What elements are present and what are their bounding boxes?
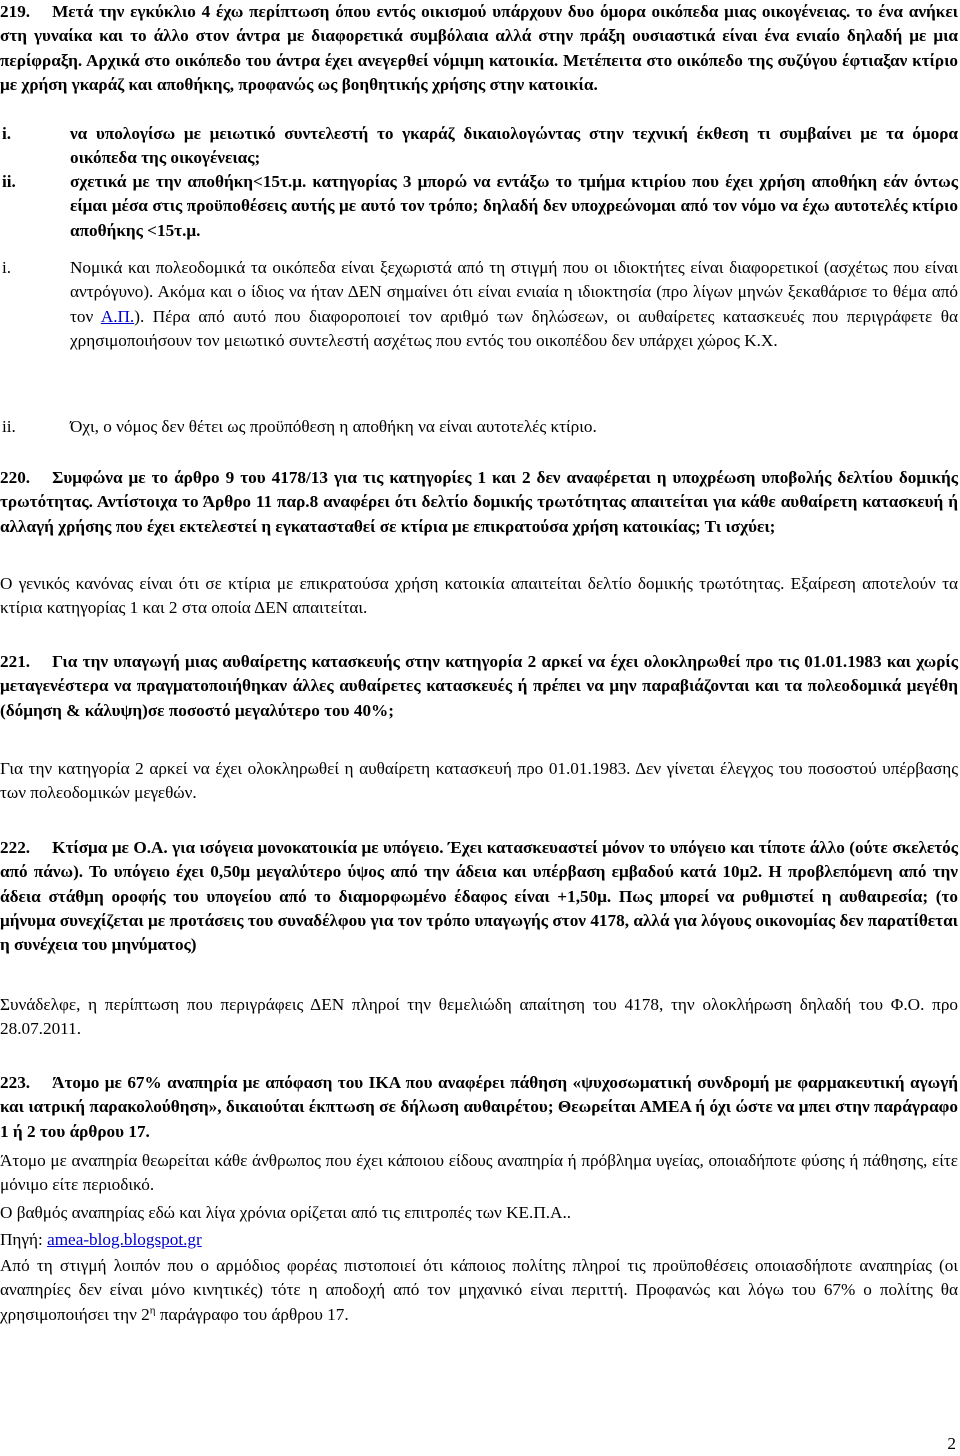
q219-answer-i-text: Νομικά και πολεοδομικά τα οικόπεδα είναι ξεχωριστά από τη στιγμή που οι ιδιοκτήτες είναι διαφορετικοί (ασχέτως που είναι αντρόγυνο). Ακόμα και ο ίδιος να ήταν ΔΕΝ σημαίνει ότι είναι ενιαία η ιδιοκτησία (προ λίγων μηνών ξεκαθάρισε το θέμα από τον Α.Π.). Πέρα από αυτό που διαφοροποιεί τον αριθμό των δηλώσεων, οι αυθαίρετες κατασκευές που περιγράφετε θα χρησιμοποιήσουν τον μειωτικό συντελεστή ασχέτως που εντός του οικοπέδου δεν υπάρχει χώρος Κ.Χ.	[70, 258, 958, 350]
q223-answer-p2: Ο βαθμός αναπηρίας εδώ και λίγα χρόνια ορίζεται από τις επιτροπές των ΚΕ.Π.Α..	[0, 1203, 572, 1222]
q219-answer-ii	[0, 415, 958, 439]
q219-subquestion-i-marker: i.	[2, 124, 12, 143]
q222-answer: Συνάδελφε, η περίπτωση που περιγράφεις ΔΕΝ πληροί την θεμελιώδη απαίτηση του 4178, την ολοκλήρωση δηλαδή του Φ.Ο. προ 28.07.2011.	[0, 995, 958, 1039]
q220-answer: Ο γενικός κανόνας είναι ότι σε κτίρια με επικρατούσα χρήση κατοικία απαιτείται δελτίο δομικής τρωτότητας. Εξαίρεση αποτελούν τα κτίρια κατηγορίας 1 και 2 στα οποία ΔΕΝ απαιτείται.	[0, 574, 958, 618]
q219-intro: Μετά την εγκύκλιο 4 έχω περίπτωση όπου εντός οικισμού υπάρχουν δυο όμορα οικόπεδα μιας οικογένειας. το ένα ανήκει στη γυναίκα και το άλλο στον άντρα με διαφορετικά συμβόλαια αλλά στην πράξη ουσιαστικά είναι ένα ενιαίο δηλαδή με μια περίφραξη. Αρχικά στο οικόπεδο του άντρα έχει ανεγερθεί νόμιμη κατοικία. Μετέπειτα στο οικόπεδο της συζύγου έφτιαξαν κτίριο με χρήση γκαράζ και αποθήκης, προφανώς ως βοηθητικής χρήσης στην κατοικία.	[0, 2, 958, 94]
q223-answer-p1: Άτομο με αναπηρία θεωρείται κάθε άνθρωπος που έχει κάποιου είδους αναπηρία ή πρόβλημα υγείας, οποιαδήποτε φύσης ή πάθησης, είτε μόνιμο είτε περιοδικό.	[0, 1151, 958, 1195]
q220-question: 220. Συμφώνα με το άρθρο 9 του 4178/13 για τις κατηγορίες 1 και 2 δεν αναφέρεται η υποχρέωση υποβολής δελτίου δομικής τρωτότητας. Αντίστοιχα το Άρθρο 11 παρ.8 αναφέρει ότι δελτίο δομικής τρωτότητας απαιτείται για κάθε αυθαίρετη κατασκευή ή αλλαγή χρήσης που έχει εκτελεστεί η εγκατασταθεί σε κτίρια με επικρατούσα χρήση κατοικίας; Τι ισχύει;	[0, 468, 958, 536]
q223-number: 223.	[0, 1073, 31, 1092]
q219-subquestion-ii-text: σχετικά με την αποθήκη<15τ.μ. κατηγορίας 3 μπορώ να εντάξω το τμήμα κτιρίου που έχει χρήση αποθήκη εάν όντως είμαι μέσα στις προϋποθέσεις αυτής με αυτό τον τρόπο; δηλαδή δεν υποχρεώνομαι από τον νόμο να έχω αυτοτελές κτίριο αποθήκης <15τ.μ.	[70, 172, 958, 240]
q219-answer-i	[0, 256, 958, 353]
q223-question: 223. Άτομο με 67% αναπηρία με απόφαση του ΙΚΑ που αναφέρει πάθηση «ψυχοσωματική συνδρομή με φαρμακευτική αγωγή και ιατρική παρακολούθηση», δικαιούται έκπτωση σε δήλωση αυθαιρέτου; Θεωρείται ΑΜΕΑ ή όχι ώστε να μπει στην παράγραφο 1 ή 2 του άρθρου 17.	[0, 1073, 958, 1141]
q221-answer: Για την κατηγορία 2 αρκεί να έχει ολοκληρωθεί η αυθαίρετη κατασκευή προ 01.01.1983. Δεν γίνεται έλεγχος του ποσοστού υπέρβασης των πολεοδομικών μεγεθών.	[0, 759, 958, 803]
q219-answer-ii-text: Όχι, ο νόμος δεν θέτει ως προϋπόθεση η αποθήκη να είναι αυτοτελές κτίριο.	[70, 417, 597, 436]
ap-link[interactable]: Α.Π.	[100, 306, 135, 326]
q219-number: 219.	[0, 2, 31, 21]
source-link[interactable]: amea-blog.blogspot.gr	[47, 1230, 202, 1249]
q219-answer-i-marker: i.	[2, 258, 12, 277]
q219-subquestion-i-text: να υπολογίσω με μειωτικό συντελεστή το γκαράζ δικαιολογώντας στην τεχνική έκθεση τι συμβαίνει με τα όμορα οικόπεδα της οικογένειας;	[70, 124, 958, 168]
q222-number: 222.	[0, 838, 31, 857]
q219-subquestion-ii-marker: ii.	[2, 172, 16, 191]
q222-question: 222. Κτίσμα με Ο.Α. για ισόγεια μονοκατοικία με υπόγειο. Έχει κατασκευαστεί μόνον το υπόγειο και τίποτε άλλο (ούτε σκελετός από πάνω). Το υπόγειο έχει 0,50μ μεγαλύτερο ύψος από την άδεια και υπέρβαση εμβαδού κατά 10μ2. Η προβλεπόμενη από την άδεια στάθμη οροφής του υπογείου από το διαμορφωμένο έδαφος είναι +1,50μ. Πως μπορεί να ρυθμιστεί η αυθαιρεσία; (το μήνυμα συνεχίζεται με προτάσεις του συναδέλφου για τον τρόπο υπαγωγής στον 4178, αλλά για λόγους οικονομίας δεν παρατίθεται η συνέχεια του μηνύματος)	[0, 838, 958, 955]
q221-number: 221.	[0, 652, 31, 671]
q223-source: Πηγή: amea-blog.blogspot.gr	[0, 1230, 202, 1249]
q219-subquestion-i	[0, 122, 958, 171]
q219-answer-ii-marker: ii.	[2, 417, 16, 436]
page-number: 2	[947, 1434, 956, 1453]
q219-question	[0, 0, 958, 97]
q221-question: 221. Για την υπαγωγή μιας αυθαίρετης κατασκευής στην κατηγορία 2 αρκεί να έχει ολοκληρωθεί προ τις 01.01.1983 και χωρίς μεταγενέστερα να πραγματοποιήθηκαν άλλες αυθαίρετες κατασκευές ή πρέπει να μην παραβιάζονται και τα πολεοδομικά μεγέθη (δόμηση & κάλυψη)σε ποσοστό μεγαλύτερο του 40%;	[0, 652, 958, 720]
q223-answer-p3: Από τη στιγμή λοιπόν που ο αρμόδιος φορέας πιστοποιεί ότι κάποιος πολίτης πληροί τις προϋποθέσεις οποιασδήποτε αναπηρίας (οι αναπηρίες δεν είναι μόνο κινητικές) τότε η αποδοχή από τον μηχανικό είναι περιττή. Προφανώς και λόγω του 67% ο πολίτης θα χρησιμοποιήσει την $2^\eta$ παράγραφο του άρθρου 17.	[0, 1256, 958, 1324]
q219-subquestion-ii	[0, 170, 958, 243]
q220-number: 220.	[0, 468, 31, 487]
